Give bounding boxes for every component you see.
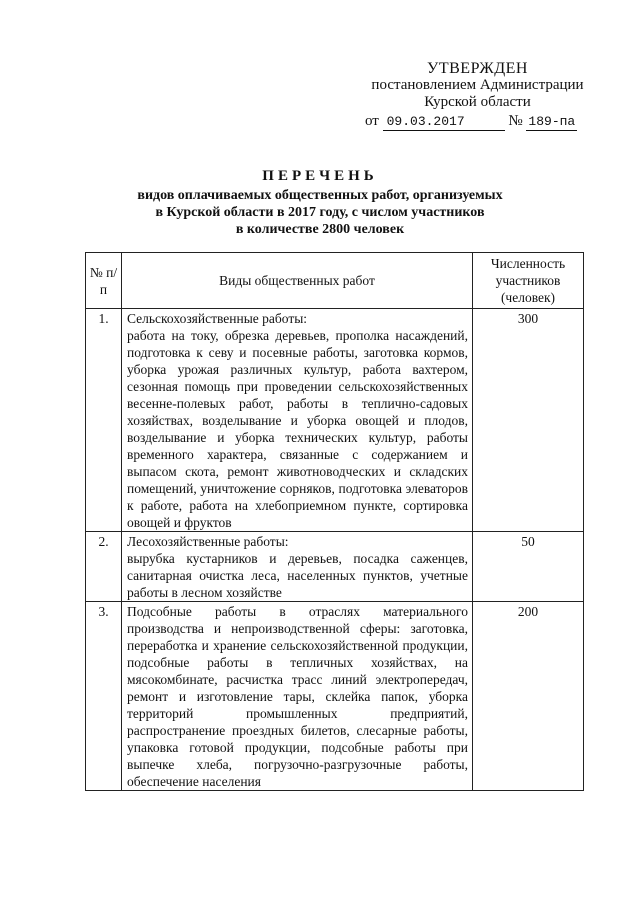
row-count: 200: [473, 602, 584, 791]
row-count: 50: [473, 532, 584, 602]
table-row: [86, 532, 584, 602]
row-description: [122, 309, 473, 532]
document-heading: [60, 168, 580, 238]
heading-line-2: в Курской области в 2017 году, с числом участников: [155, 205, 485, 220]
header-number: № п/п: [86, 253, 122, 309]
row-text: вырубка кустарников и деревьев, посадка саженцев, санитарная очистка леса, населенных пунктов, учетные работы в лесном хозяйстве: [127, 551, 468, 600]
row-category: Лесохозяйственные работы:: [127, 534, 289, 549]
row-number: 3.: [86, 602, 122, 791]
table-row: [86, 309, 584, 532]
row-count: 300: [473, 309, 584, 532]
row-number: 1.: [86, 309, 122, 532]
header-count: Численность участников (человек): [473, 253, 584, 309]
heading-title: ПЕРЕЧЕНЬ: [262, 168, 378, 184]
approval-number: 189-па: [528, 114, 576, 129]
approval-line-1: постановлением Администрации: [371, 77, 584, 93]
table-row: [86, 602, 584, 791]
approval-stamp: [355, 60, 600, 131]
row-category: Подсобные работы в отраслях материального производства и непроизводственной сферы:: [127, 604, 468, 636]
row-description: [122, 602, 473, 791]
row-text: заготовка, переработка и хранение сельскохозяйственной продукции, подсобные работы в тепличных хозяйствах, на мясокомбинате, расчистка трасс линий электропередач, ремонт и изготовление тары, склейка папок, уборка территорий промышленных предприятий, распространение проездных билетов, слесарные работы, упаковка готовой продукции, подсобные работы при выпечке хлеба, погрузочно-разгрузочные работы, обеспечение населения: [127, 621, 469, 789]
heading-line-1: видов оплачиваемых общественных работ, организуемых: [137, 188, 503, 203]
approval-date: 09.03.2017: [383, 113, 505, 131]
works-table: [85, 252, 584, 791]
approval-title: УТВЕРЖДЕН: [427, 60, 528, 77]
table-header-row: [86, 253, 584, 309]
row-number: 2.: [86, 532, 122, 602]
header-kinds: Виды общественных работ: [122, 253, 473, 309]
heading-line-3: в количестве 2800 человек: [235, 222, 405, 237]
row-description: [122, 532, 473, 602]
number-prefix: №: [508, 113, 523, 129]
approval-date-line: [355, 113, 600, 131]
row-category: Сельскохозяйственные работы:: [127, 311, 308, 326]
approval-line-2: Курской области: [424, 94, 531, 110]
row-text: работа на току, обрезка деревьев, прополка насаждений, подготовка к севу и посевные работы, заготовка кормов, уборка урожая различных культур, работа вахтером, сезонная помощь при проведении сельскохозяйственных весенне-полевых работ, работы в теплично-садовых хозяйствах, возделывание и уборка овощей и плодов, возделывание и уборка технических культур, работы временного характера, связанные с содержанием и выпасом скота, ремонт животноводческих и складских помещений, уничтожение сорняков, подготовка элеваторов к работе, работа на хлебоприемном пункте, сортировка овощей и фруктов: [127, 328, 468, 530]
date-prefix: от: [365, 113, 379, 129]
